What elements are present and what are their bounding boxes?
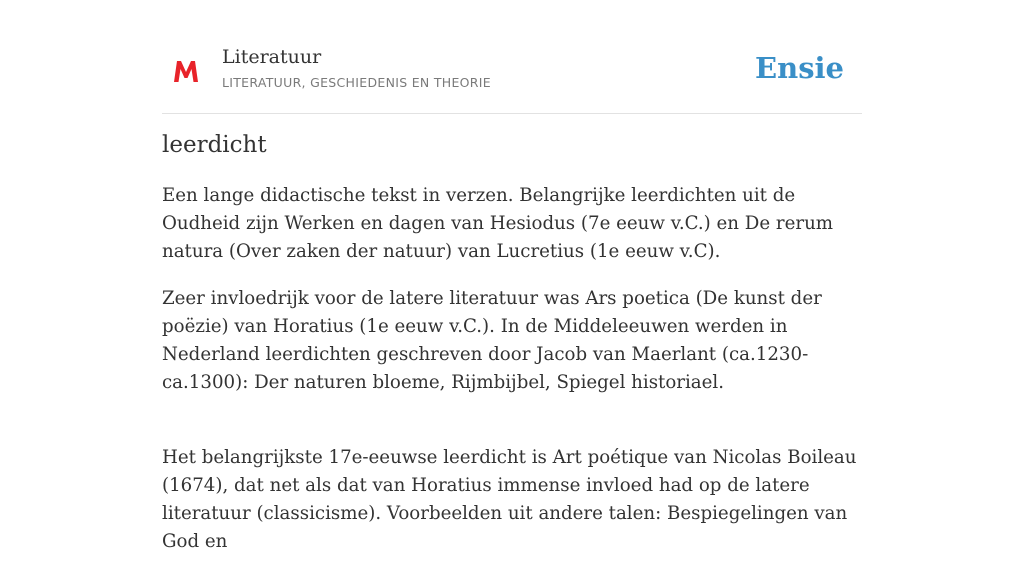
paragraph-1: Een lange didactische tekst in verzen. Belangrijke leerdichten uit de Oudheid zijn Werken en dagen van Hesiodus (7e eeuw v.C.) en De rerum natura (Over zaken der natuur) van Lucretius (1e eeuw v.C). — [162, 184, 834, 262]
site-header — [162, 36, 862, 114]
paragraph-3: Het belangrijkste 17e-eeuwse leerdicht is Art poétique van Nicolas Boileau (1674), dat net als dat van Horatius immense invloed had op de latere literatuur (classicisme). Voorbeelden uit andere talen: Bespiegelingen van God en — [162, 446, 857, 552]
site-title[interactable]: Literatuur — [222, 46, 322, 68]
brand-logo[interactable]: Ensie — [755, 51, 844, 85]
entry-title: leerdicht — [162, 132, 267, 158]
m-logo-icon[interactable] — [172, 58, 200, 84]
paragraph-gap — [162, 416, 867, 444]
site-subtitle: LITERATUUR, GESCHIEDENIS EN THEORIE — [222, 75, 491, 90]
paragraph-2: Zeer invloedrijk voor de latere literatuur was Ars poetica (De kunst der poëzie) van Horatius (1e eeuw v.C.). In de Middeleeuwen werden in Nederland leerdichten geschreven door Jacob van Maerlant (ca.1230-ca.1300): Der naturen bloeme, Rijmbijbel, Spiegel historiael. — [162, 287, 822, 393]
article — [162, 132, 867, 575]
